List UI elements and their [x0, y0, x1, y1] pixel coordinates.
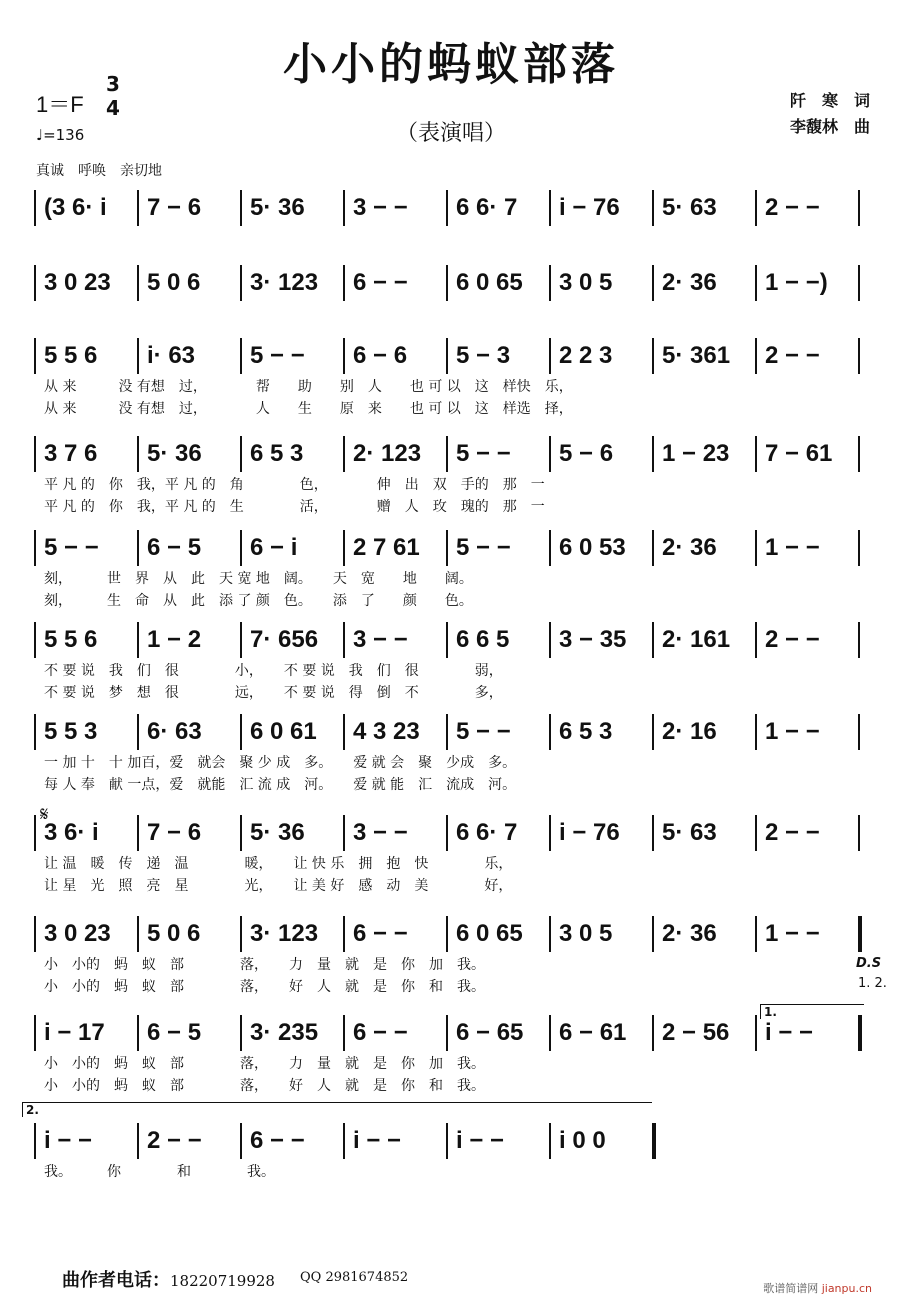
measure-notes: 5 − −: [456, 534, 511, 561]
bar-line: [652, 190, 654, 226]
bar-line: [137, 916, 139, 952]
bar-line: [652, 1123, 656, 1159]
measure-notes: 5· 36: [250, 194, 305, 221]
bar-line: [755, 1015, 757, 1051]
measure-notes: i − 17: [44, 1019, 105, 1046]
lyric-line: 小 小的 蚂 蚁 部 落， 力 量 就 是 你 加 我。: [44, 957, 485, 973]
lyric-line: 每 人 奉 献 一点，爱 就能 汇 流 成 河。 爱 就 能 汇 流成 河。: [44, 777, 517, 793]
bar-line: [34, 190, 36, 226]
bar-line: [446, 1015, 448, 1051]
bar-line: [549, 265, 551, 301]
bar-line: [446, 622, 448, 658]
lyric-line: 让 温 暖 传 递 温 暖， 让 快 乐 拥 抱 快 乐，: [44, 856, 513, 872]
bar-line: [34, 916, 36, 952]
measure-notes: 6 6 5: [456, 626, 510, 653]
bar-line: [652, 714, 654, 750]
bar-line: [652, 265, 654, 301]
measure-notes: 5 5 6: [44, 342, 98, 369]
bar-line: [343, 622, 345, 658]
measure-notes: 5 − −: [456, 718, 511, 745]
measure-notes: i 0 0: [559, 1127, 606, 1154]
composer-credit: 李馥林 曲: [789, 117, 870, 136]
bar-line: [858, 1015, 862, 1051]
segno-sign: 𝄋: [40, 802, 49, 826]
measure-notes: 3 0 5: [559, 269, 613, 296]
measure-notes: (3 6· i: [44, 194, 107, 221]
measure-notes: 6 − 65: [456, 1019, 524, 1046]
bar-line: [446, 338, 448, 374]
lyric-line: 刻， 生 命 从 此 添 了 颜 色。 添 了 颜 色。: [44, 593, 473, 609]
score-row: [30, 190, 870, 230]
footer-contact: [62, 1266, 275, 1292]
measure-notes: 6 6· 7: [456, 819, 518, 846]
bar-line: [549, 622, 551, 658]
bar-line: [34, 265, 36, 301]
bar-line: [137, 530, 139, 566]
measure-notes: 7 − 61: [765, 440, 833, 467]
qq-number: QQ 2981674852: [300, 1270, 409, 1285]
score-row: [30, 1015, 870, 1055]
measure-notes: 2· 123: [353, 440, 422, 467]
measure-notes: i − −: [353, 1127, 402, 1154]
measure-notes: 2 7 61: [353, 534, 420, 561]
measure-notes: 5 0 6: [147, 269, 201, 296]
bar-line: [240, 265, 242, 301]
bar-line: [652, 1015, 654, 1051]
measure-notes: 7· 656: [250, 626, 319, 653]
measure-notes: 2· 16: [662, 718, 717, 745]
measure-notes: i· 63: [147, 342, 196, 369]
key-signature: 1＝F: [36, 92, 84, 117]
measure-notes: 3 − −: [353, 626, 408, 653]
watermark-text: 歌谱简谱网: [763, 1282, 819, 1295]
measure-notes: 6 − −: [353, 269, 408, 296]
bar-line: [549, 530, 551, 566]
bar-line: [549, 815, 551, 851]
measure-notes: 3· 123: [250, 920, 319, 947]
bar-line: [240, 338, 242, 374]
measure-notes: 6 − 5: [147, 1019, 202, 1046]
lyric-line: 一 加 十 十 加百，爱 就会 聚 少 成 多。 爱 就 会 聚 少成 多。: [44, 755, 517, 771]
lyric-line: 不 要 说 我 们 很 小， 不 要 说 我 们 很 弱，: [44, 663, 503, 679]
measure-notes: 2 − −: [147, 1127, 202, 1154]
song-subtitle: （表演唱）: [395, 121, 506, 146]
bar-line: [240, 1015, 242, 1051]
bar-line: [446, 714, 448, 750]
bar-line: [652, 530, 654, 566]
bar-line: [858, 190, 860, 226]
measure-notes: 3 7 6: [44, 440, 98, 467]
score-row: [30, 265, 870, 305]
score-row: [30, 436, 870, 476]
measure-notes: 6 5 3: [250, 440, 304, 467]
measure-notes: 6 0 65: [456, 269, 523, 296]
lyric-line: 不 要 说 梦 想 很 远， 不 要 说 得 倒 不 多，: [44, 685, 503, 701]
measure-notes: 5· 36: [250, 819, 305, 846]
time-signature: [104, 72, 122, 120]
measure-notes: 1 − −): [765, 269, 828, 296]
measure-notes: 3 6· i: [44, 819, 99, 846]
bar-line: [858, 815, 860, 851]
bar-line: [858, 916, 862, 952]
bar-line: [755, 190, 757, 226]
bar-line: [240, 1123, 242, 1159]
measure-notes: 2· 161: [662, 626, 731, 653]
bar-line: [858, 530, 860, 566]
measure-notes: 3 − 35: [559, 626, 627, 653]
measure-notes: 1 − −: [765, 718, 820, 745]
bar-line: [343, 265, 345, 301]
bar-line: [240, 714, 242, 750]
bar-line: [446, 1123, 448, 1159]
measure-notes: 5· 36: [147, 440, 202, 467]
bar-line: [34, 1123, 36, 1159]
measure-notes: 2 − −: [765, 626, 820, 653]
measure-notes: 6 − 5: [147, 534, 202, 561]
measure-notes: 5· 63: [662, 819, 717, 846]
bar-line: [549, 190, 551, 226]
bar-line: [34, 1015, 36, 1051]
lyric-line: 从 来 没 有想 过， 人 生 原 来 也 可 以 这 样选 择，: [44, 401, 573, 417]
measure-notes: 5· 361: [662, 342, 731, 369]
bar-line: [755, 338, 757, 374]
expression-marking: 真诚 呼唤 亲切地: [36, 163, 162, 179]
lyric-line: 让 星 光 照 亮 星 光， 让 美 好 感 动 美 好，: [44, 878, 513, 894]
measure-notes: 2 − −: [765, 342, 820, 369]
measure-notes: 3 − −: [353, 819, 408, 846]
bar-line: [343, 714, 345, 750]
bar-line: [755, 622, 757, 658]
bar-line: [34, 530, 36, 566]
measure-notes: 6 0 61: [250, 718, 317, 745]
bar-line: [137, 436, 139, 472]
measure-notes: 3 0 23: [44, 269, 111, 296]
measure-notes: 7 − 6: [147, 819, 202, 846]
measure-notes: 3 − −: [353, 194, 408, 221]
bar-line: [755, 714, 757, 750]
measure-notes: 5 0 6: [147, 920, 201, 947]
bar-line: [34, 436, 36, 472]
bar-line: [240, 916, 242, 952]
measure-notes: 6 6· 7: [456, 194, 518, 221]
bar-line: [755, 265, 757, 301]
lyricist-credit: 阡 寒 词: [789, 91, 870, 110]
bar-line: [137, 190, 139, 226]
bar-line: [755, 815, 757, 851]
bar-line: [446, 190, 448, 226]
measure-notes: i − 76: [559, 819, 620, 846]
bar-line: [137, 815, 139, 851]
measure-notes: 6 0 53: [559, 534, 626, 561]
lyric-line: 从 来 没 有想 过， 帮 助 别 人 也 可 以 这 样快 乐，: [44, 379, 573, 395]
measure-notes: 1 − 23: [662, 440, 730, 467]
time-signature-top: 3: [106, 72, 120, 96]
measure-notes: 6· 63: [147, 718, 202, 745]
measure-notes: 4 3 23: [353, 718, 420, 745]
footer-label: 曲作者电话：: [62, 1270, 170, 1291]
measure-notes: 2· 36: [662, 920, 717, 947]
measure-notes: 6 − 61: [559, 1019, 627, 1046]
bar-line: [343, 1123, 345, 1159]
bar-line: [652, 916, 654, 952]
bar-line: [858, 265, 860, 301]
bar-line: [34, 714, 36, 750]
bar-line: [549, 338, 551, 374]
score-row: [30, 815, 870, 855]
measure-notes: i − 76: [559, 194, 620, 221]
bar-line: [549, 1123, 551, 1159]
time-signature-bottom: 4: [106, 96, 120, 120]
ds-sub-mark: 1. 2.: [858, 976, 887, 991]
bar-line: [34, 815, 36, 851]
phone-number: 18220719928: [170, 1272, 275, 1290]
measure-notes: i − −: [44, 1127, 93, 1154]
measure-notes: i − −: [456, 1127, 505, 1154]
measure-notes: 3· 123: [250, 269, 319, 296]
bar-line: [652, 815, 654, 851]
score-row: [30, 622, 870, 662]
measure-notes: 6 0 65: [456, 920, 523, 947]
measure-notes: i − −: [765, 1019, 814, 1046]
bar-line: [240, 622, 242, 658]
measure-notes: 6 − −: [353, 920, 408, 947]
bar-line: [343, 530, 345, 566]
bar-line: [34, 338, 36, 374]
measure-notes: 2 − −: [765, 819, 820, 846]
measure-notes: 5 5 3: [44, 718, 98, 745]
bar-line: [549, 436, 551, 472]
lyric-line: 小 小的 蚂 蚁 部 落， 力 量 就 是 你 加 我。: [44, 1056, 485, 1072]
watermark: [763, 1280, 872, 1296]
measure-notes: 2 2 3: [559, 342, 613, 369]
measure-notes: 6 5 3: [559, 718, 613, 745]
bar-line: [343, 815, 345, 851]
bar-line: [34, 622, 36, 658]
bar-line: [755, 916, 757, 952]
lyric-line: 平 凡 的 你 我，平 凡 的 生 活， 赠 人 玫 瑰的 那 一: [44, 499, 545, 515]
measure-notes: 6 − i: [250, 534, 298, 561]
ending-1-bracket: 1.: [760, 1004, 864, 1019]
measure-notes: 2 − 56: [662, 1019, 730, 1046]
measure-notes: 5 − 3: [456, 342, 511, 369]
measure-notes: 5 − −: [456, 440, 511, 467]
bar-line: [446, 436, 448, 472]
measure-notes: 1 − 2: [147, 626, 202, 653]
lyric-line: 我。 你 和 我。: [44, 1164, 275, 1180]
bar-line: [446, 265, 448, 301]
measure-notes: 5 − 6: [559, 440, 614, 467]
bar-line: [137, 622, 139, 658]
score-row: [30, 916, 870, 956]
bar-line: [446, 916, 448, 952]
measure-notes: 1 − −: [765, 920, 820, 947]
bar-line: [240, 530, 242, 566]
bar-line: [652, 622, 654, 658]
measure-notes: 6 − −: [353, 1019, 408, 1046]
bar-line: [240, 815, 242, 851]
bar-line: [858, 622, 860, 658]
watermark-brand: jianpu.cn: [821, 1282, 872, 1295]
bar-line: [549, 714, 551, 750]
ds-mark: D.S: [856, 956, 882, 971]
bar-line: [137, 338, 139, 374]
measure-notes: 5 − −: [44, 534, 99, 561]
measure-notes: 1 − −: [765, 534, 820, 561]
measure-notes: 2· 36: [662, 534, 717, 561]
bar-line: [652, 436, 654, 472]
bar-line: [446, 530, 448, 566]
bar-line: [137, 1015, 139, 1051]
bar-line: [755, 530, 757, 566]
score-row: [30, 1123, 870, 1163]
measure-notes: 7 − 6: [147, 194, 202, 221]
lyric-line: 小 小的 蚂 蚁 部 落， 好 人 就 是 你 和 我。: [44, 1078, 485, 1094]
score-row: [30, 338, 870, 378]
measure-notes: 5 − −: [250, 342, 305, 369]
lyric-line: 小 小的 蚂 蚁 部 落， 好 人 就 是 你 和 我。: [44, 979, 485, 995]
measure-notes: 2 − −: [765, 194, 820, 221]
bar-line: [755, 436, 757, 472]
tempo-marking: ♩=136: [36, 126, 85, 144]
song-title: 小小的蚂蚁部落: [283, 39, 619, 90]
bar-line: [343, 190, 345, 226]
bar-line: [240, 190, 242, 226]
bar-line: [137, 714, 139, 750]
measure-notes: 5· 63: [662, 194, 717, 221]
score-row: [30, 714, 870, 754]
score-row: [30, 530, 870, 570]
measure-notes: 6 − 6: [353, 342, 408, 369]
bar-line: [652, 338, 654, 374]
measure-notes: 5 5 6: [44, 626, 98, 653]
measure-notes: 3 0 23: [44, 920, 111, 947]
bar-line: [137, 1123, 139, 1159]
bar-line: [137, 265, 139, 301]
bar-line: [343, 436, 345, 472]
bar-line: [240, 436, 242, 472]
measure-notes: 6 − −: [250, 1127, 305, 1154]
bar-line: [343, 1015, 345, 1051]
bar-line: [858, 714, 860, 750]
bar-line: [549, 1015, 551, 1051]
measure-notes: 2· 36: [662, 269, 717, 296]
bar-line: [549, 916, 551, 952]
lyric-line: 刻， 世 界 从 此 天 宽 地 阔。 天 宽 地 阔。: [44, 571, 473, 587]
bar-line: [343, 338, 345, 374]
measure-notes: 3 0 5: [559, 920, 613, 947]
ending-2-bracket: 2.: [22, 1102, 652, 1117]
bar-line: [858, 436, 860, 472]
bar-line: [446, 815, 448, 851]
bar-line: [343, 916, 345, 952]
measure-notes: 3· 235: [250, 1019, 319, 1046]
bar-line: [858, 338, 860, 374]
lyric-line: 平 凡 的 你 我，平 凡 的 角 色， 伸 出 双 手的 那 一: [44, 477, 545, 493]
